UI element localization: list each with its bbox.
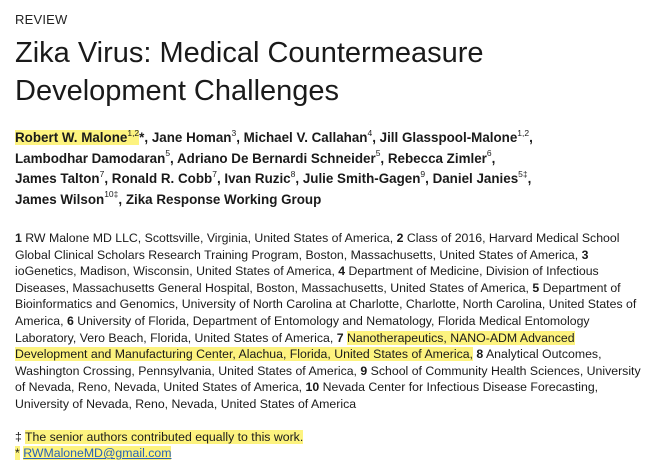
title-line-2: Development Challenges xyxy=(15,75,340,107)
highlighted-affiliation: Nanotherapeutics, NANO-ADM Advanced Development and Manufacturing Center, Alachua, Florida, United States of America, xyxy=(15,330,575,362)
corresponding-mark: * xyxy=(139,130,145,145)
author-name[interactable]: James Talton$^7$ xyxy=(15,168,105,186)
author-name[interactable]: Lambodhar Damodaran$^5$ xyxy=(15,148,171,166)
equal-contribution-note xyxy=(15,429,645,446)
author-name[interactable]: Jane Homan$^3$ xyxy=(151,127,237,145)
author-name[interactable]: Adriano De Bernardi Schneider$^5$ xyxy=(177,148,381,166)
author-name[interactable]: Julie Smith-Gagen$^9$ xyxy=(302,168,426,186)
double-dagger-symbol: ‡ xyxy=(15,429,22,444)
footnotes xyxy=(15,429,645,462)
author-name[interactable]: Ronald R. Cobb$^7$ xyxy=(111,168,217,186)
asterisk-symbol: * xyxy=(15,446,20,461)
title-line-1: Zika Virus: Medical Countermeasure xyxy=(15,37,484,69)
author-list: Robert W. Malone$^{1,2}$*, Jane Homan$^3$, Michael V. Callahan$^4$, Jill Glasspool-Malone$^{1,2}$, Lambodhar Damodaran$^5$, Adriano De Bernardi Schneider$^5$, Rebecca Zimler$^6$, James Talton$^7$, Ronald R. Cobb$^7$, Ivan Ruzic$^8$, Julie Smith-Gagen$^9$, Daniel Janies$^{5\ddagger}$, James Wilson$^{10\ddagger}$, Zika Response Working Group xyxy=(15,127,533,207)
author-name[interactable]: Jill Glasspool-Malone$^{1,2}$ xyxy=(379,127,530,145)
article-header xyxy=(15,0,645,462)
author-group-name[interactable]: Zika Response Working Group xyxy=(125,191,322,207)
article-title xyxy=(15,34,645,110)
author-name[interactable]: Daniel Janies$^{5\ddagger}$ xyxy=(432,168,528,186)
email-link[interactable]: RWMaloneMD@gmail.com xyxy=(23,446,172,461)
article-type-label: REVIEW xyxy=(15,12,68,27)
author-name[interactable]: Michael V. Callahan$^4$ xyxy=(243,127,373,145)
corresponding-email-note xyxy=(15,445,645,462)
author-name[interactable]: Rebecca Zimler$^6$ xyxy=(387,148,492,166)
affiliation-list: 1 RW Malone MD LLC, Scottsville, Virginia, United States of America, 2 Class of 2016, Harvard Medical School Global Clinical Scholars Research Training Program, Boston, Massachusetts, United States of America, 3 ioGenetics, Madison, Wisconsin, United States of America, 4 Department of Medicine, Division of Infectious Diseases, Massachusetts General Hospital, Boston, Massachusetts, United States of America, 5 Department of Bioinformatics and Genomics, University of North Carolina at Charlotte, Charlotte, North Carolina, United States of America, 6 University of Florida, Department of Entomology and Nematology, Florida Medical Entomology Laboratory, Vero Beach, Florida, United States of America, 7 Nanotherapeutics, NANO-ADM Advanced Development and Manufacturing Center, Alachua, Florida, United States of America, 8 Analytical Outcomes, Washington Crossing, Pennsylvania, United States of America, 9 School of Community Health Sciences, University of Nevada, Reno, Nevada, United States of America, 10 Nevada Center for Infectious Disease Forecasting, University of Nevada, Reno, Nevada, United States of America xyxy=(15,231,641,411)
author-name[interactable]: Robert W. Malone$^{1,2}$ xyxy=(15,127,140,145)
author-name[interactable]: James Wilson$^{10\ddagger}$ xyxy=(15,189,119,207)
author-name[interactable]: Ivan Ruzic$^8$ xyxy=(224,168,296,186)
equal-contribution-text: The senior authors contributed equally to this work. xyxy=(25,429,304,444)
